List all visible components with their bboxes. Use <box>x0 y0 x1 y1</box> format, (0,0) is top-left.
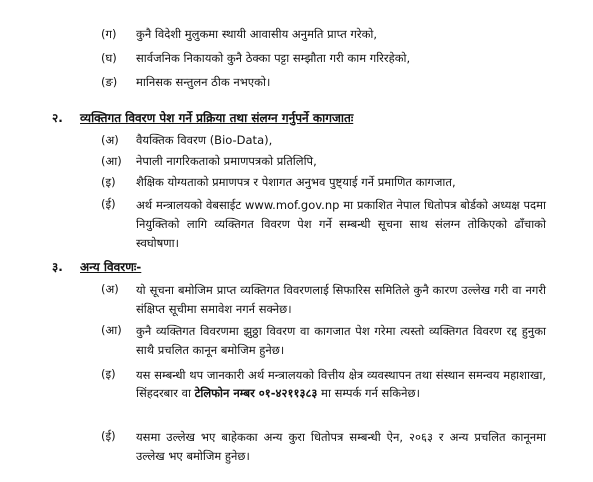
item-text: यो सूचना बमोजिम प्राप्त व्यक्तिगत विवरणलाई सिफारिस समितिले कुनै कारण उल्लेख गरी वा नगरी संक्षिप्त सूचीमा समावेश नगर्न सक्नेछ। <box>136 283 546 316</box>
item-marker: (इ) <box>101 175 116 189</box>
item-text: शैक्षिक योग्यताको प्रमाणपत्र र पेशागत अनुभव पुष्ट्याई गर्ने प्रमाणित कागजात, <box>136 175 456 189</box>
item-text: कुनै विदेशी मुलुकमा स्थायी आवासीय अनुमति प्राप्त गरेको, <box>136 27 378 41</box>
item-text: मानिसक सन्तुलन ठीक नभएको। <box>136 75 271 89</box>
item-text: वैयक्तिक विवरण (Bio-Data), <box>136 133 273 147</box>
item-text-part: मा सम्पर्क गर्न सकिनेछ। <box>317 386 420 400</box>
item-marker: (अ) <box>101 133 119 147</box>
item-marker: (इ) <box>101 367 116 381</box>
item-marker: (ई) <box>101 429 116 443</box>
item-text: यसमा उल्लेख भए बाहेकका अन्य कुरा धितोपत्र सम्बन्धी ऐन, २०६३ र अन्य प्रचलित कानूनमा उल्लेख भए बमोजिम हुनेछ। <box>136 430 546 463</box>
item-text: कुनै व्यक्तिगत विवरणमा झुठ्ठा विवरण वा कागजात पेश गरेमा त्यस्तो व्यक्तिगत विवरण रद्द हुनुका साथै प्रचलित कानून बमोजिम हुनेछ। <box>136 324 546 357</box>
item-marker: (ग) <box>101 27 117 41</box>
item-marker: (ङ) <box>101 75 118 89</box>
item-text: अर्थ मन्त्रालयको वेबसाईट www.mof.gov.np मा प्रकाशित नेपाल धितोपत्र बोर्डको अध्यक्ष पदमा नियुक्तिको लागि व्यक्तिगत विवरण पेश गर्ने सम्बन्धी सूचना साथ संलग्न तोकिएको ढाँचाको स्वघोषणा। <box>136 198 546 250</box>
item-text: सार्वजनिक निकायको कुनै ठेक्का पट्टा सम्झौता गरी काम गरिरहेको, <box>136 51 411 65</box>
item-marker: (ई) <box>101 197 116 211</box>
item-marker: (आ) <box>101 154 122 168</box>
item-marker: (अ) <box>101 282 119 296</box>
section-number: २. <box>52 111 63 125</box>
section-title: अन्य विवरणः- <box>80 260 142 274</box>
section-number: ३. <box>52 260 63 274</box>
item-marker: (घ) <box>101 51 117 65</box>
item-marker: (आ) <box>101 323 122 337</box>
item-text: नेपाली नागरिकताको प्रमाणपत्रको प्रतिलिपि, <box>136 154 317 168</box>
item-text-part: यस सम्बन्धी थप जानकारी अर्थ मन्त्रालयको वित्तीय क्षेत्र व्यवस्थापन तथा संस्थान समन्वय महाशाखा, सिंहदरबार वा <box>136 368 546 400</box>
telephone-number: टेलिफोन नम्बर ०१-४२११३८३ <box>194 386 318 400</box>
item-text <box>136 366 546 402</box>
section-title: व्यक्तिगत विवरण पेश गर्ने प्रक्रिया तथा संलग्न गर्नुपर्ने कागजातः <box>80 111 354 125</box>
